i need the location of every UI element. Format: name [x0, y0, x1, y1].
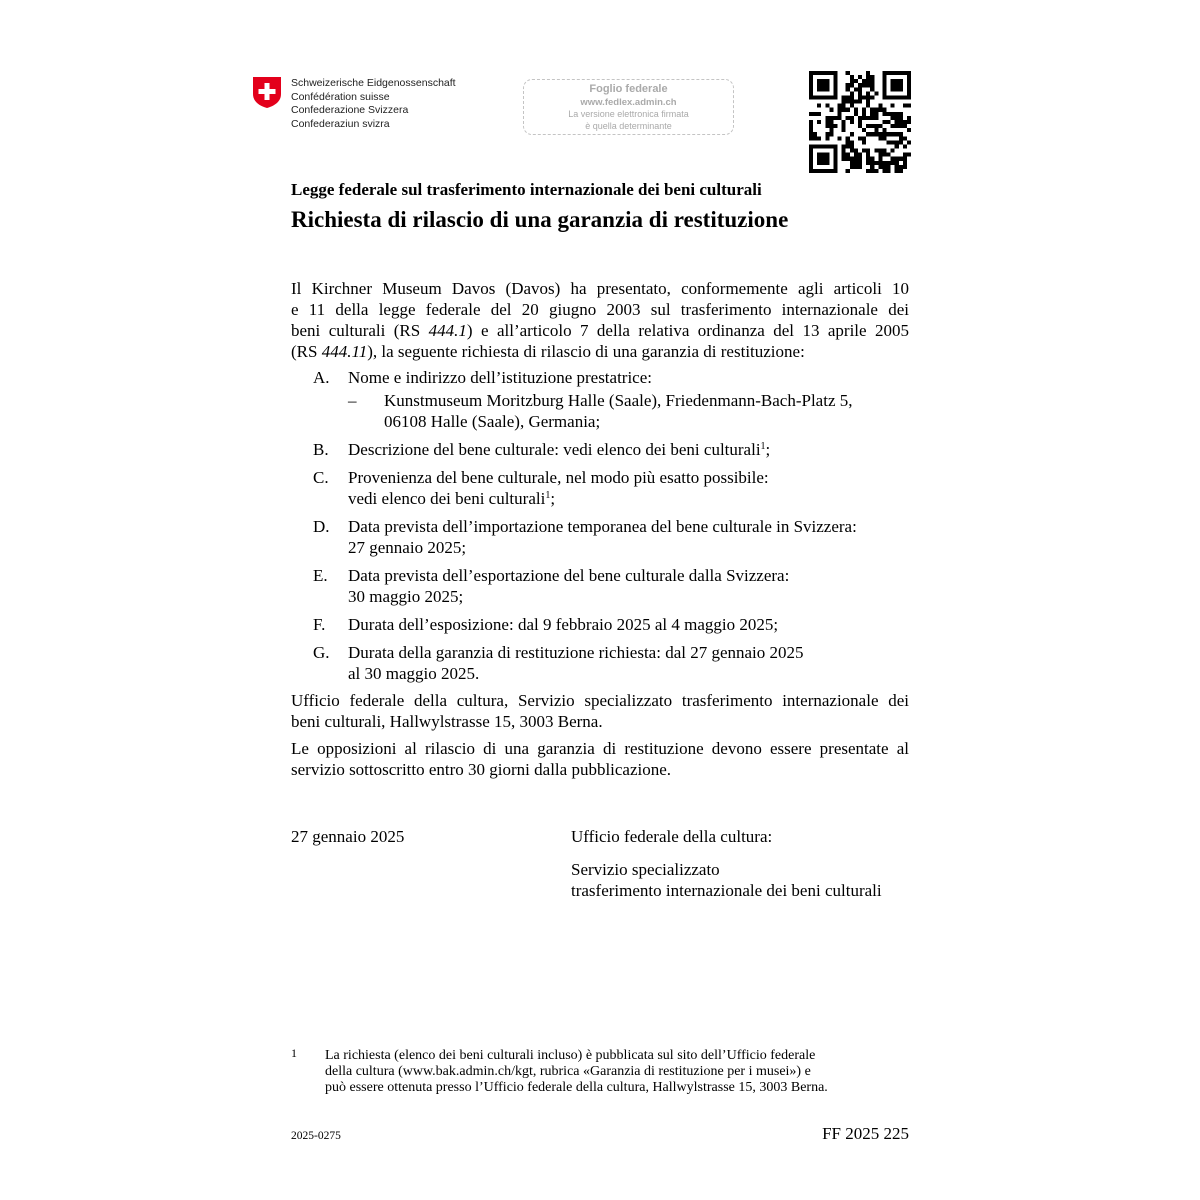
- item-letter: C.: [313, 468, 329, 487]
- dash-bullet: –: [348, 391, 357, 410]
- list-item-g: [291, 642, 909, 684]
- item-text: Durata dell’esposizione: dal 9 febbraio 2025 al 4 maggio 2025;: [348, 615, 779, 634]
- item-letter: F.: [313, 615, 326, 634]
- item-letter: A.: [313, 368, 330, 387]
- office-line: beni culturali, Hallwylstrasse 15, 3003 Berna.: [291, 712, 603, 731]
- item-text: vedi elenco dei beni culturali: [348, 489, 546, 508]
- intro-line: Il Kirchner Museum Davos (Davos) ha presentato, conformemente agli articoli 10: [291, 279, 909, 298]
- confederation-name-de: Schweizerische Eidgenossenschaft: [291, 77, 456, 89]
- confederation-name-rm: Confederaziun svizra: [291, 117, 390, 130]
- item-text: al 30 maggio 2025.: [348, 664, 480, 683]
- sub-item-line: 06108 Halle (Saale), Germania;: [384, 412, 601, 431]
- stamp-title: Foglio federale: [589, 83, 668, 95]
- signing-unit: [571, 859, 882, 901]
- footnote-line: La richiesta (elenco dei beni culturali incluso) è pubblicata sul sito dell’Ufficio federale: [325, 1048, 816, 1063]
- item-text: 27 gennaio 2025;: [348, 538, 467, 557]
- item-text: Data prevista dell’importazione temporanea del bene culturale in Svizzera:: [348, 517, 857, 536]
- office-line: Ufficio federale della cultura, Servizio specializzato trasferimento internazionale dei: [291, 691, 909, 710]
- objection-paragraph: [291, 738, 909, 780]
- intro-line: [291, 341, 909, 362]
- federal-gazette-stamp: [523, 79, 734, 135]
- objection-line: servizio sottoscritto entro 30 giorni dalla pubblicazione.: [291, 760, 672, 779]
- law-title: Legge federale sul trasferimento internazionale dei beni culturali: [291, 180, 762, 199]
- rs-reference: 444.1: [428, 321, 467, 340]
- item-letter: G.: [313, 643, 330, 662]
- confederation-names: [291, 77, 456, 131]
- footnote-ref[interactable]: 1: [545, 490, 551, 501]
- item-punct: ;: [550, 489, 556, 508]
- sub-item-line: Kunstmuseum Moritzburg Halle (Saale), Friedenmann-Bach-Platz 5,: [384, 391, 853, 410]
- list-item-b: [291, 439, 909, 460]
- swiss-cross-icon: [252, 76, 282, 109]
- list-item-c: [291, 467, 909, 509]
- signing-unit-line: trasferimento internazionale dei beni culturali: [571, 881, 882, 900]
- publication-date: 27 gennaio 2025: [291, 827, 405, 846]
- item-text: 30 maggio 2025;: [348, 587, 464, 606]
- item-letter: E.: [313, 566, 328, 585]
- list-item-f: [291, 614, 909, 635]
- stamp-url[interactable]: www.fedlex.admin.ch: [580, 97, 677, 108]
- item-letter: B.: [313, 440, 329, 459]
- intro-text: ) e all’articolo 7 della relativa ordinanza del 13 aprile 2005: [466, 321, 909, 340]
- signing-unit-line: Servizio specializzato: [571, 860, 720, 879]
- document-number: 2025-0275: [291, 1130, 341, 1142]
- footnote-line: della cultura (www.bak.admin.ch/kgt, rubrica «Garanzia di restituzione per i musei») e: [325, 1064, 811, 1079]
- intro-text: beni culturali (RS: [291, 321, 429, 340]
- footnote-line: può essere ottenuta presso l’Ufficio federale della cultura, Hallwylstrasse 15, 3003 Berna.: [325, 1080, 828, 1095]
- item-text: Provenienza del bene culturale, nel modo più esatto possibile:: [348, 468, 769, 487]
- footnote-number: 1: [291, 1046, 297, 1060]
- stamp-note-line1: La versione elettronica firmata: [568, 109, 689, 119]
- objection-line: Le opposizioni al rilascio di una garanzia di restituzione devono essere presentate al: [291, 739, 909, 758]
- intro-line: e 11 della legge federale del 20 giugno 2003 sul trasferimento internazionale dei: [291, 300, 909, 319]
- stamp-note-line2: è quella determinante: [585, 120, 672, 131]
- qr-code-icon: [809, 71, 911, 173]
- footnote-text: [325, 1048, 909, 1096]
- list-item-d: [291, 516, 909, 558]
- item-punct: ;: [765, 440, 771, 459]
- list-item-a: [291, 367, 909, 432]
- rs-reference: 444.11: [321, 342, 368, 361]
- office-paragraph: [291, 690, 909, 732]
- sub-item: [348, 390, 909, 432]
- item-text: Descrizione del bene culturale: vedi elenco dei beni culturali: [348, 440, 761, 459]
- request-items-list: [291, 367, 909, 691]
- item-letter: D.: [313, 517, 330, 536]
- intro-paragraph: [291, 278, 909, 362]
- footnote-ref[interactable]: 1: [760, 441, 766, 452]
- signing-authority: Ufficio federale della cultura:: [571, 827, 773, 846]
- item-text: Durata della garanzia di restituzione richiesta: dal 27 gennaio 2025: [348, 643, 804, 662]
- intro-line: [291, 320, 909, 341]
- document-title: Richiesta di rilascio di una garanzia di restituzione: [291, 207, 789, 232]
- intro-text: ), la seguente richiesta di rilascio di una garanzia di restituzione:: [367, 342, 805, 361]
- gazette-reference: FF 2025 225: [822, 1124, 909, 1143]
- intro-text: (RS: [291, 342, 322, 361]
- confederation-name-it: Confederazione Svizzera: [291, 104, 409, 117]
- item-text: Nome e indirizzo dell’istituzione prestatrice:: [348, 368, 652, 387]
- item-text: Data prevista dell’esportazione del bene culturale dalla Svizzera:: [348, 566, 790, 585]
- confederation-name-fr: Confédération suisse: [291, 90, 390, 103]
- list-item-e: [291, 565, 909, 607]
